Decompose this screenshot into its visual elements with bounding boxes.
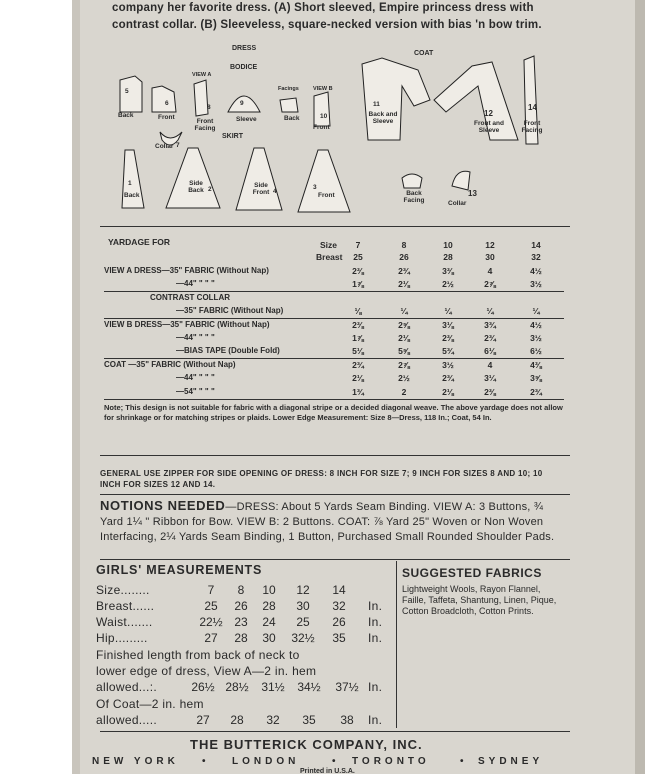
yardage-cell: 6½ xyxy=(530,346,542,357)
bodice-label: BODICE xyxy=(230,64,258,71)
coat-length-cell: 38 xyxy=(340,713,354,727)
yardage-size-14: 14 xyxy=(531,240,541,250)
yardage-cell: 2⅛ xyxy=(398,279,410,290)
piece-8-number: 8 xyxy=(207,104,211,111)
yardage-cell: 5⅝ xyxy=(398,346,410,357)
measurement-cell: 25 xyxy=(204,599,218,613)
measurement-cell: 27 xyxy=(204,631,218,645)
yardage-breast-12: 30 xyxy=(485,252,495,262)
piece-2-label: Side Back xyxy=(188,180,204,194)
coat-allowed-label: allowed..... xyxy=(96,713,157,727)
yardage-cell: 4 xyxy=(487,359,493,370)
piece-7-number: 7 xyxy=(176,142,180,149)
coat-length-cell: 35 xyxy=(302,713,316,727)
yardage-breast-14: 32 xyxy=(531,252,541,262)
yardage-cell: 1⅞ xyxy=(352,333,364,343)
piece-side-front xyxy=(236,148,282,210)
measurement-cell: 7 xyxy=(207,583,215,597)
yardage-cell: ¼ xyxy=(400,306,408,317)
yardage-cell: 2⅜ xyxy=(352,266,364,276)
piece-10-label: Front xyxy=(313,124,330,131)
piece-12-label: Front and Sleeve xyxy=(474,120,504,134)
yardage-row-label: VIEW A DRESS—35" FABRIC (Without Nap) xyxy=(104,266,269,275)
printed-in: Printed in U.S.A. xyxy=(300,768,355,775)
piece-13-label: Collar xyxy=(448,200,467,207)
yardage-cell: 5¾ xyxy=(442,346,454,357)
yardage-row-label: —35" FABRIC (Without Nap) xyxy=(176,306,284,316)
coat-length-cell: 32 xyxy=(266,713,280,727)
measurement-cell: 26 xyxy=(332,615,346,629)
piece-3-number: 3 xyxy=(313,184,317,191)
footer-rule xyxy=(100,731,570,732)
finished-length-cell: 34½ xyxy=(297,680,321,694)
measurement-cell: 24 xyxy=(262,615,276,629)
yardage-title: YARDAGE FOR xyxy=(108,237,171,247)
measurement-cell: 30 xyxy=(262,631,276,645)
yardage-top-rule xyxy=(100,226,570,227)
measurement-cell: 32 xyxy=(332,599,346,613)
facings-label: Facings xyxy=(278,86,299,92)
finished-line-1: Finished length from back of neck to xyxy=(96,648,300,662)
yardage-size-8: 8 xyxy=(401,240,407,250)
yardage-cell: 2¾ xyxy=(484,333,496,343)
piece-13-number: 13 xyxy=(468,189,477,198)
measurement-row-label: Breast...... xyxy=(96,599,155,613)
piece-14-label: Front Facing xyxy=(521,120,543,134)
measurement-cell: 26 xyxy=(234,599,248,613)
view-b-label: VIEW B xyxy=(313,86,333,92)
fabrics-text: Lightweight Wools, Rayon Flannel, Faille, Taffeta, Shantung, Linen, Pique, Cotton Broadcloth, Cotton Prints. xyxy=(402,584,557,616)
measurement-cell: 10 xyxy=(262,583,276,597)
measurement-unit: In. xyxy=(368,599,383,613)
finished-allowed-label: allowed...:. xyxy=(96,680,157,694)
fabrics-title: SUGGESTED FABRICS xyxy=(402,566,542,580)
yardage-cell: ¼ xyxy=(532,306,540,317)
yardage-cell: 3⅝ xyxy=(530,373,542,384)
yardage-breast-8: 26 xyxy=(399,252,409,262)
piece-bodice-front xyxy=(152,86,176,112)
yardage-cell: 2⅛ xyxy=(398,333,410,343)
yardage-cell: 2¾ xyxy=(442,373,454,384)
measurement-cell: 22½ xyxy=(199,615,223,629)
piece-coat-back-sleeve xyxy=(362,58,430,140)
measurement-unit: In. xyxy=(368,615,383,629)
piece-8-label: Front Facing xyxy=(194,118,216,132)
yardage-note: Note; This design is not suitable for fabric with a diagonal stripe or a decided diagonal weave. The above yardage does not allow for shrinkage or for matching stripes or plaids. Lower Edge Measurement: Size 8—Dress, 118 In.; Coat, 54 In. xyxy=(104,403,563,422)
company-name: THE BUTTERICK COMPANY, INC. xyxy=(190,737,423,752)
measurement-row-label: Hip......... xyxy=(96,631,148,645)
yardage-cell: 4½ xyxy=(530,266,542,276)
yardage-breast-7: 25 xyxy=(353,252,363,262)
yardage-cell: 3½ xyxy=(442,359,454,370)
yardage-size-10: 10 xyxy=(443,240,453,250)
city-sydney: SYDNEY xyxy=(478,756,544,767)
notions-body: —DRESS: About 5 Yards Seam Binding. VIEW A: 3 Buttons, ¾ Yard 1¼ " Ribbon for Bow. VIEW B: 2 Buttons. COAT: ⅞ Yard 25" Woven or Non Woven Interfacing, 2¼ Yards Seam Binding, 1 Button, Purchased Small Rounded Shoulder Pads. xyxy=(100,501,555,543)
yardage-row-label: —44" " " " xyxy=(176,279,215,289)
measurement-cell: 25 xyxy=(296,615,310,629)
yardage-size-7: 7 xyxy=(355,240,361,250)
yardage-cell: 4⅜ xyxy=(530,359,542,370)
yardage-cell: 2 xyxy=(401,386,407,397)
yardage-cell: 2⅜ xyxy=(484,386,496,397)
city-separator: • xyxy=(460,756,464,767)
yardage-cell: 2½ xyxy=(398,373,410,384)
yardage-cell: 1⅞ xyxy=(352,279,364,290)
dress-label: DRESS xyxy=(232,45,257,52)
finished-length-cell: 28½ xyxy=(225,680,249,694)
measurement-cell: 23 xyxy=(234,615,248,629)
piece-11-label: Back and Sleeve xyxy=(368,111,398,125)
yardage-cell: 3⅛ xyxy=(442,319,454,330)
notions-text xyxy=(100,498,560,545)
measurement-cell: 35 xyxy=(332,631,346,645)
piece-9-number: 9 xyxy=(240,100,244,107)
measurement-cell: 30 xyxy=(296,599,310,613)
yardage-cell: 2⅜ xyxy=(352,319,364,330)
yardage-cell: 2½ xyxy=(442,279,454,290)
yardage-row-label: —54" " " " xyxy=(176,386,215,396)
yardage-cell: 1¾ xyxy=(352,386,364,397)
piece-2-number: 2 xyxy=(208,186,212,193)
piece-5-number: 5 xyxy=(125,88,129,95)
zipper-text: GENERAL USE ZIPPER FOR SIDE OPENING OF DRESS: 8 INCH FOR SIZE 7; 9 INCH FOR SIZES 8 AND 10; 10 INCH FOR SIZES 12 AND 14. xyxy=(100,469,543,489)
piece-coat-collar xyxy=(452,171,470,190)
yardage-cell: 2⅛ xyxy=(352,373,364,384)
coat-line: Of Coat—2 in. hem xyxy=(96,697,204,711)
piece-bodice-back xyxy=(120,76,142,112)
measurement-cell: 12 xyxy=(296,583,310,597)
yardage-row-label: —BIAS TAPE (Double Fold) xyxy=(176,346,280,356)
section-rule-1 xyxy=(100,455,570,456)
city-separator: • xyxy=(202,756,206,767)
view-a-label: VIEW A xyxy=(192,72,212,78)
size-label: Size xyxy=(320,240,338,250)
yardage-cell: 5⅛ xyxy=(352,346,364,357)
finished-length-cell: 31½ xyxy=(261,680,285,694)
piece-14-number: 14 xyxy=(528,103,537,112)
measurement-cell: 28 xyxy=(262,599,276,613)
yardage-cell: 2¾ xyxy=(398,266,410,276)
paper-shadow xyxy=(635,0,645,774)
intro-line-1: company her favorite dress. (A) Short sleeved, Empire princess dress with xyxy=(112,2,534,14)
yardage-cell: 3½ xyxy=(530,333,542,343)
city-separator: • xyxy=(332,756,336,767)
measurement-cell: 8 xyxy=(237,583,245,597)
piece-skirt-front xyxy=(298,150,350,212)
piece-5-label: Back xyxy=(118,112,134,119)
measurements-title: GIRLS' MEASUREMENTS xyxy=(96,563,263,577)
yardage-cell: 4 xyxy=(487,266,493,276)
yardage-cell: 3½ xyxy=(530,279,542,290)
piece-sleeve xyxy=(228,96,260,112)
coat-length-cell: 28 xyxy=(230,713,244,727)
finished-line-2: lower edge of dress, View A—2 in. hem xyxy=(96,664,317,678)
yardage-row-label: VIEW B DRESS—35" FABRIC (Without Nap) xyxy=(104,319,270,329)
piece-skirt-back xyxy=(122,150,144,208)
breast-label: Breast xyxy=(316,252,343,262)
yardage-cell: 6⅛ xyxy=(484,346,496,357)
piece-front-facing xyxy=(194,80,208,116)
yardage-cell: 2⅛ xyxy=(442,386,454,397)
piece-side-back xyxy=(166,148,220,208)
yardage-cell: 4½ xyxy=(530,319,542,330)
yardage-cell: 2¾ xyxy=(352,359,364,370)
measurement-cell: 14 xyxy=(332,583,346,597)
yardage-cell: 2¾ xyxy=(530,386,542,397)
yardage-cell: ¼ xyxy=(444,306,452,317)
measurement-row-label: Waist....... xyxy=(96,615,153,629)
piece-6-label: Front xyxy=(158,114,175,121)
piece-12-number: 12 xyxy=(484,109,493,118)
coat-unit: In. xyxy=(368,713,383,727)
city-toronto: TORONTO xyxy=(352,756,430,767)
notions-title: NOTIONS NEEDED xyxy=(100,498,226,513)
yardage-cell: 2⅞ xyxy=(398,359,410,370)
yardage-row-label: —44" " " " xyxy=(176,333,215,342)
piece-1-number: 1 xyxy=(128,180,132,187)
yardage-cell: 3⅜ xyxy=(442,266,454,276)
measurement-cell: 32½ xyxy=(291,631,315,645)
yardage-breast-10: 28 xyxy=(443,252,453,262)
piece-3-label: Front xyxy=(318,192,335,199)
piece-11-number: 11 xyxy=(373,101,380,108)
yardage-row-label: COAT —35" FABRIC (Without Nap) xyxy=(104,359,236,369)
section-rule-2 xyxy=(100,494,570,495)
piece-coat-back-facing xyxy=(402,174,422,188)
yardage-cell: 2⅞ xyxy=(484,279,496,290)
piece-4-label: Side Front xyxy=(252,182,270,196)
measurement-cell: 28 xyxy=(234,631,248,645)
section-rule-3 xyxy=(100,559,570,560)
measurement-row-label: Size........ xyxy=(96,583,150,597)
skirt-label: SKIRT xyxy=(222,133,243,140)
piece-back-facing-label: Back xyxy=(284,115,300,122)
finished-length-cell: 37½ xyxy=(335,680,359,694)
piece-6-number: 6 xyxy=(165,100,169,107)
yardage-cell: ⅛ xyxy=(354,306,362,317)
city-london: LONDON xyxy=(232,756,300,767)
coat-label: COAT xyxy=(414,50,434,57)
yardage-cell: ¼ xyxy=(486,306,494,317)
piece-7-label: Collar xyxy=(155,143,174,150)
piece-front-b xyxy=(314,92,330,126)
yardage-size-12: 12 xyxy=(485,240,495,250)
intro-line-2: contrast collar. (B) Sleeveless, square-necked version with bias 'n bow trim. xyxy=(112,19,542,31)
finished-unit: In. xyxy=(368,680,383,694)
piece-4-number: 4 xyxy=(273,188,277,195)
paper-edge xyxy=(72,0,80,774)
piece-10-number: 10 xyxy=(320,113,328,120)
yardage-cell: 3¾ xyxy=(484,319,496,330)
city-new-york: NEW YORK xyxy=(92,756,179,767)
measurement-unit: In. xyxy=(368,631,383,645)
piece-back-facing-b xyxy=(280,98,298,112)
finished-length-cell: 26½ xyxy=(191,680,215,694)
piece-1-label: Back xyxy=(124,192,140,199)
yardage-cell: 2⅝ xyxy=(398,319,410,330)
yardage-cell: 2⅜ xyxy=(442,333,454,343)
yardage-row-label: —44" " " " xyxy=(176,373,215,383)
yardage-row-rule xyxy=(104,399,564,400)
piece-9-label: Sleeve xyxy=(236,116,257,123)
piece-coat-back-facing-label: Back Facing xyxy=(403,190,425,204)
coat-length-cell: 27 xyxy=(196,713,210,727)
yardage-cell: 3¼ xyxy=(484,373,496,384)
yardage-row-label: CONTRAST COLLAR xyxy=(150,292,230,302)
